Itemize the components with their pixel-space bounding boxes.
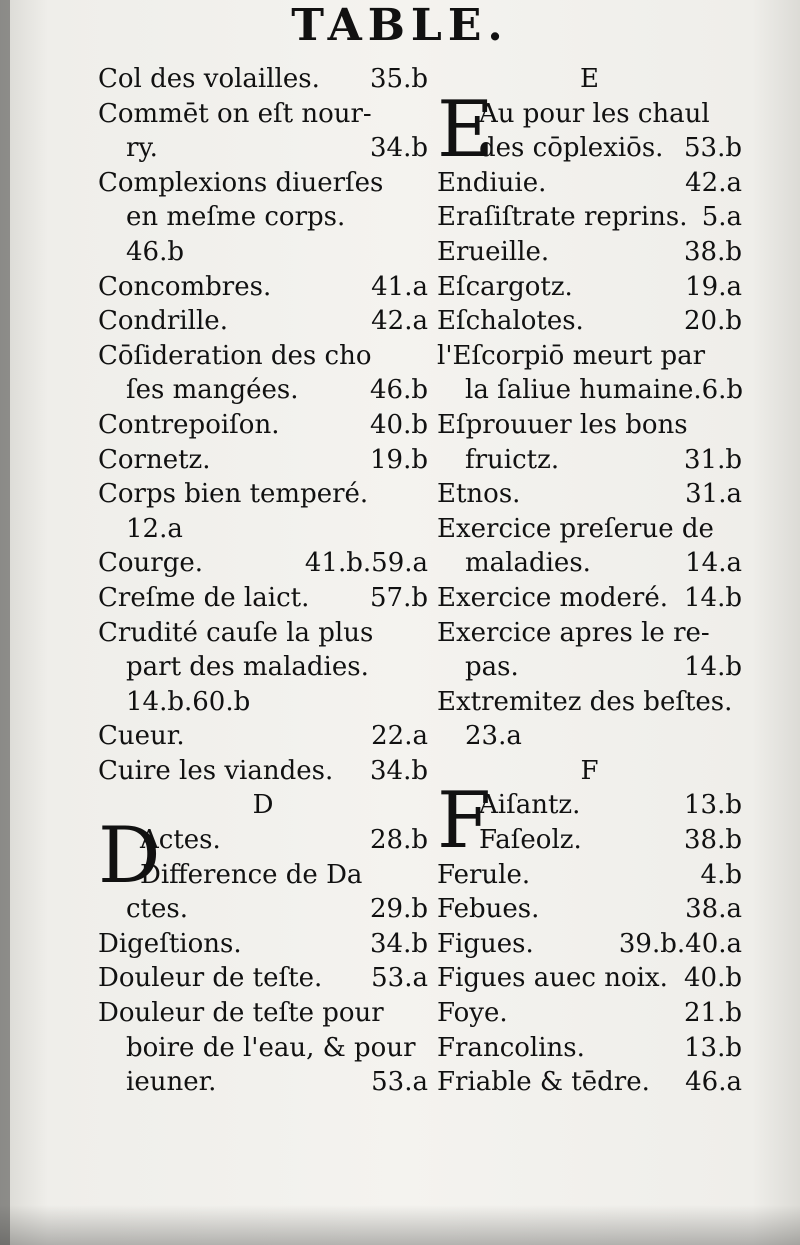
right-column-entry <box>437 200 742 235</box>
entry-page-ref: 4.b <box>700 859 742 890</box>
entry-page-ref: 19.a <box>685 271 742 302</box>
entry-page-ref: 41.a <box>371 271 428 302</box>
drop-cap-block-f <box>437 776 742 867</box>
section-letter-e: E <box>580 64 599 94</box>
right-column-entry <box>437 892 742 927</box>
entry-text: 12.a <box>126 513 183 544</box>
entry-text: Condrille. <box>98 306 228 337</box>
entry-text: Foye. <box>437 998 508 1029</box>
right-drop-f-entry <box>479 788 742 823</box>
entry-text: pas. <box>465 652 519 683</box>
right-column-entry <box>437 304 742 339</box>
entry-text: Concombres. <box>98 271 272 302</box>
entry-text: Febues. <box>437 894 540 925</box>
left-column-entry <box>98 477 428 512</box>
entry-page-ref: 38.b <box>684 825 742 856</box>
entry-page-ref: 13.b <box>684 790 742 821</box>
right-column-entry <box>437 719 742 754</box>
left-column-entry <box>98 235 428 270</box>
right-drop-f-entry <box>479 823 742 858</box>
entry-page-ref: 34.b <box>370 928 428 959</box>
entry-text: Faſeolz. <box>479 825 582 856</box>
left-column-entry <box>98 373 428 408</box>
entry-text: Cornetz. <box>98 444 211 475</box>
entry-text: Figues. <box>437 928 534 959</box>
right-column-entry <box>437 1031 742 1066</box>
left-column-entry <box>98 546 428 581</box>
entry-page-ref: 20.b <box>684 306 742 337</box>
entry-text: 23.a <box>465 721 522 752</box>
right-column-entry <box>437 1065 742 1100</box>
right-column-entry <box>437 546 742 581</box>
entry-text: ſes mangées. <box>126 375 299 406</box>
entry-text: Eſchalotes. <box>437 306 584 337</box>
left-column-entry <box>98 200 428 235</box>
entry-text: Cuire les viandes. <box>98 755 334 786</box>
entry-text: en meſme corps. <box>126 202 346 233</box>
entry-text: Douleur de teſte. <box>98 963 323 994</box>
right-column-entry <box>437 443 742 478</box>
entry-page-ref: 42.a <box>371 306 428 337</box>
page-title: TABLE. <box>291 0 509 51</box>
entry-text: Figues auec noix. <box>437 963 668 994</box>
page-bottom-shadow <box>0 1205 800 1245</box>
entry-text: Aiſantz. <box>479 790 581 821</box>
entry-text: Etnos. <box>437 479 521 510</box>
entry-page-ref: 38.b <box>684 236 742 267</box>
entry-page-ref: 42.a <box>685 167 742 198</box>
left-drop-entry <box>140 823 428 858</box>
left-column-entry <box>98 650 428 685</box>
entry-page-ref: 34.b <box>370 755 428 786</box>
left-column-entry <box>98 304 428 339</box>
left-column-entry <box>98 339 428 374</box>
right-column-entry <box>437 858 742 893</box>
left-column-entry <box>98 131 428 166</box>
right-drop-entry <box>479 97 742 132</box>
right-column <box>437 62 742 1100</box>
entry-page-ref: 28.b <box>370 825 428 856</box>
entry-text: ry. <box>126 133 158 164</box>
entry-text: des cōplexiōs. <box>479 133 664 164</box>
right-column-entry <box>437 477 742 512</box>
entry-text: Corps bien temperé. <box>98 479 369 510</box>
right-column-entry <box>437 270 742 305</box>
entry-text: boire de l'eau, & pour <box>126 1032 416 1063</box>
left-column-entry <box>98 961 428 996</box>
entry-text: Exercice moderé. <box>437 582 668 613</box>
entry-page-ref: 22.a <box>371 721 428 752</box>
entry-page-ref: 46.b <box>370 375 428 406</box>
entry-page-ref: 14.b <box>684 582 742 613</box>
entry-text: Contrepoiſon. <box>98 409 280 440</box>
entry-page-ref: 14.a <box>685 548 742 579</box>
entry-text: Eſprouuer les bons <box>437 409 688 440</box>
entry-page-ref: 31.a <box>685 479 742 510</box>
left-column-entry <box>98 754 428 789</box>
entry-text: Endiuie. <box>437 167 547 198</box>
entry-text: Erueille. <box>437 236 550 267</box>
left-column-entry <box>98 996 428 1031</box>
right-column-entry <box>437 685 742 720</box>
left-column <box>98 62 428 1100</box>
drop-cap-f: F <box>437 776 492 867</box>
entry-page-ref: 53.a <box>371 1067 428 1098</box>
entry-page-ref: 29.b <box>370 894 428 925</box>
entry-text: Complexions diuerſes <box>98 167 384 198</box>
entry-text: Friable & tēdre. <box>437 1067 650 1098</box>
entry-text: maladies. <box>465 548 591 579</box>
entry-page-ref: 41.b.59.a <box>304 548 428 579</box>
entry-text: la ſaliue humaine. <box>465 375 702 406</box>
entry-page-ref: 34.b <box>370 133 428 164</box>
right-column-entry <box>437 512 742 547</box>
entry-page-ref: 40.b <box>684 963 742 994</box>
entry-text: Cōſideration des cho <box>98 340 372 371</box>
right-column-entry <box>437 961 742 996</box>
right-column-entry <box>437 235 742 270</box>
entry-text: Ferule. <box>437 859 531 890</box>
left-column-entry <box>98 408 428 443</box>
entry-text: part des maladies. <box>126 652 369 683</box>
section-letter-f: F <box>580 755 599 786</box>
entry-page-ref: 38.a <box>685 894 742 925</box>
entry-text: Courge. <box>98 548 204 579</box>
entry-text: Exercice preſerue de <box>437 513 714 544</box>
right-drop-entry <box>479 131 742 166</box>
entry-text: ieuner. <box>126 1067 217 1098</box>
entry-text: Au pour les chaul <box>479 98 710 129</box>
entry-text: Crudité cauſe la plus <box>98 617 374 648</box>
entry-page-ref: 6.b <box>701 375 744 406</box>
left-column-entry <box>98 616 428 651</box>
left-column-entry <box>98 62 428 97</box>
entry-text: 46.b <box>126 236 184 267</box>
entry-text: ctes. <box>126 894 189 925</box>
entry-text: Francolins. <box>437 1032 585 1063</box>
left-column-entry <box>98 270 428 305</box>
entry-page-ref: 39.b.40.a <box>618 928 742 959</box>
entry-page-ref: 53.a <box>371 963 428 994</box>
left-column-entry <box>98 97 428 132</box>
entry-text: 14.b.60.b <box>126 686 251 717</box>
entry-text: Commēt on eſt nour- <box>98 98 372 129</box>
left-column-entry <box>98 1031 428 1066</box>
entry-text: Eraſiſtrate reprins. <box>437 202 688 233</box>
entry-page-ref: 21.b <box>684 998 742 1029</box>
left-column-entry <box>98 443 428 478</box>
page-edge-shadow <box>0 0 10 1245</box>
entry-page-ref: 19.b <box>370 444 428 475</box>
left-column-entry <box>98 166 428 201</box>
entry-text: Difference de Da <box>140 859 363 890</box>
right-column-entry <box>437 166 742 201</box>
entry-text: Extremitez des beſtes. <box>437 686 733 717</box>
drop-cap-e: E <box>437 84 494 175</box>
entry-text: Col des volailles. <box>98 64 320 94</box>
drop-cap-block-d <box>98 811 428 902</box>
left-column-entry <box>98 512 428 547</box>
left-column-entry <box>98 1065 428 1100</box>
drop-cap-d: D <box>98 811 161 902</box>
left-column-entry <box>98 581 428 616</box>
section-letter-d: D <box>252 790 274 821</box>
entry-page-ref: 35.b <box>370 64 428 94</box>
right-column-entry <box>437 996 742 1031</box>
entry-page-ref: 40.b <box>370 409 428 440</box>
right-column-entry <box>437 650 742 685</box>
left-column-entry <box>98 685 428 720</box>
left-drop-entry <box>140 858 428 893</box>
entry-text: Creſme de laict. <box>98 582 310 613</box>
right-column-entry <box>437 581 742 616</box>
right-column-entry <box>437 373 742 408</box>
entry-page-ref: 57.b <box>370 582 428 613</box>
drop-cap-block-e <box>437 84 742 175</box>
entry-text: l'Eſcorpiō meurt par <box>437 340 706 371</box>
entry-text: Exercice apres le re- <box>437 617 710 648</box>
entry-text: fruictz. <box>465 444 560 475</box>
left-column-entry <box>98 892 428 927</box>
entry-page-ref: 13.b <box>684 1032 742 1063</box>
entry-text: Actes. <box>140 825 221 856</box>
left-column-entry <box>98 927 428 962</box>
left-column-entry <box>98 719 428 754</box>
entry-text: Eſcargotz. <box>437 271 573 302</box>
right-column-entry <box>437 927 742 962</box>
right-column-entry <box>437 616 742 651</box>
entry-text: Douleur de teſte pour <box>98 998 384 1029</box>
entry-page-ref: 5.a <box>701 202 742 233</box>
right-column-entry <box>437 408 742 443</box>
entry-text: Digeſtions. <box>98 928 242 959</box>
entry-page-ref: 53.b <box>684 133 742 164</box>
entry-page-ref: 46.a <box>685 1067 742 1098</box>
right-column-entry <box>437 339 742 374</box>
entry-text: Cueur. <box>98 721 185 752</box>
entry-page-ref: 14.b <box>684 652 742 683</box>
entry-page-ref: 31.b <box>684 444 742 475</box>
